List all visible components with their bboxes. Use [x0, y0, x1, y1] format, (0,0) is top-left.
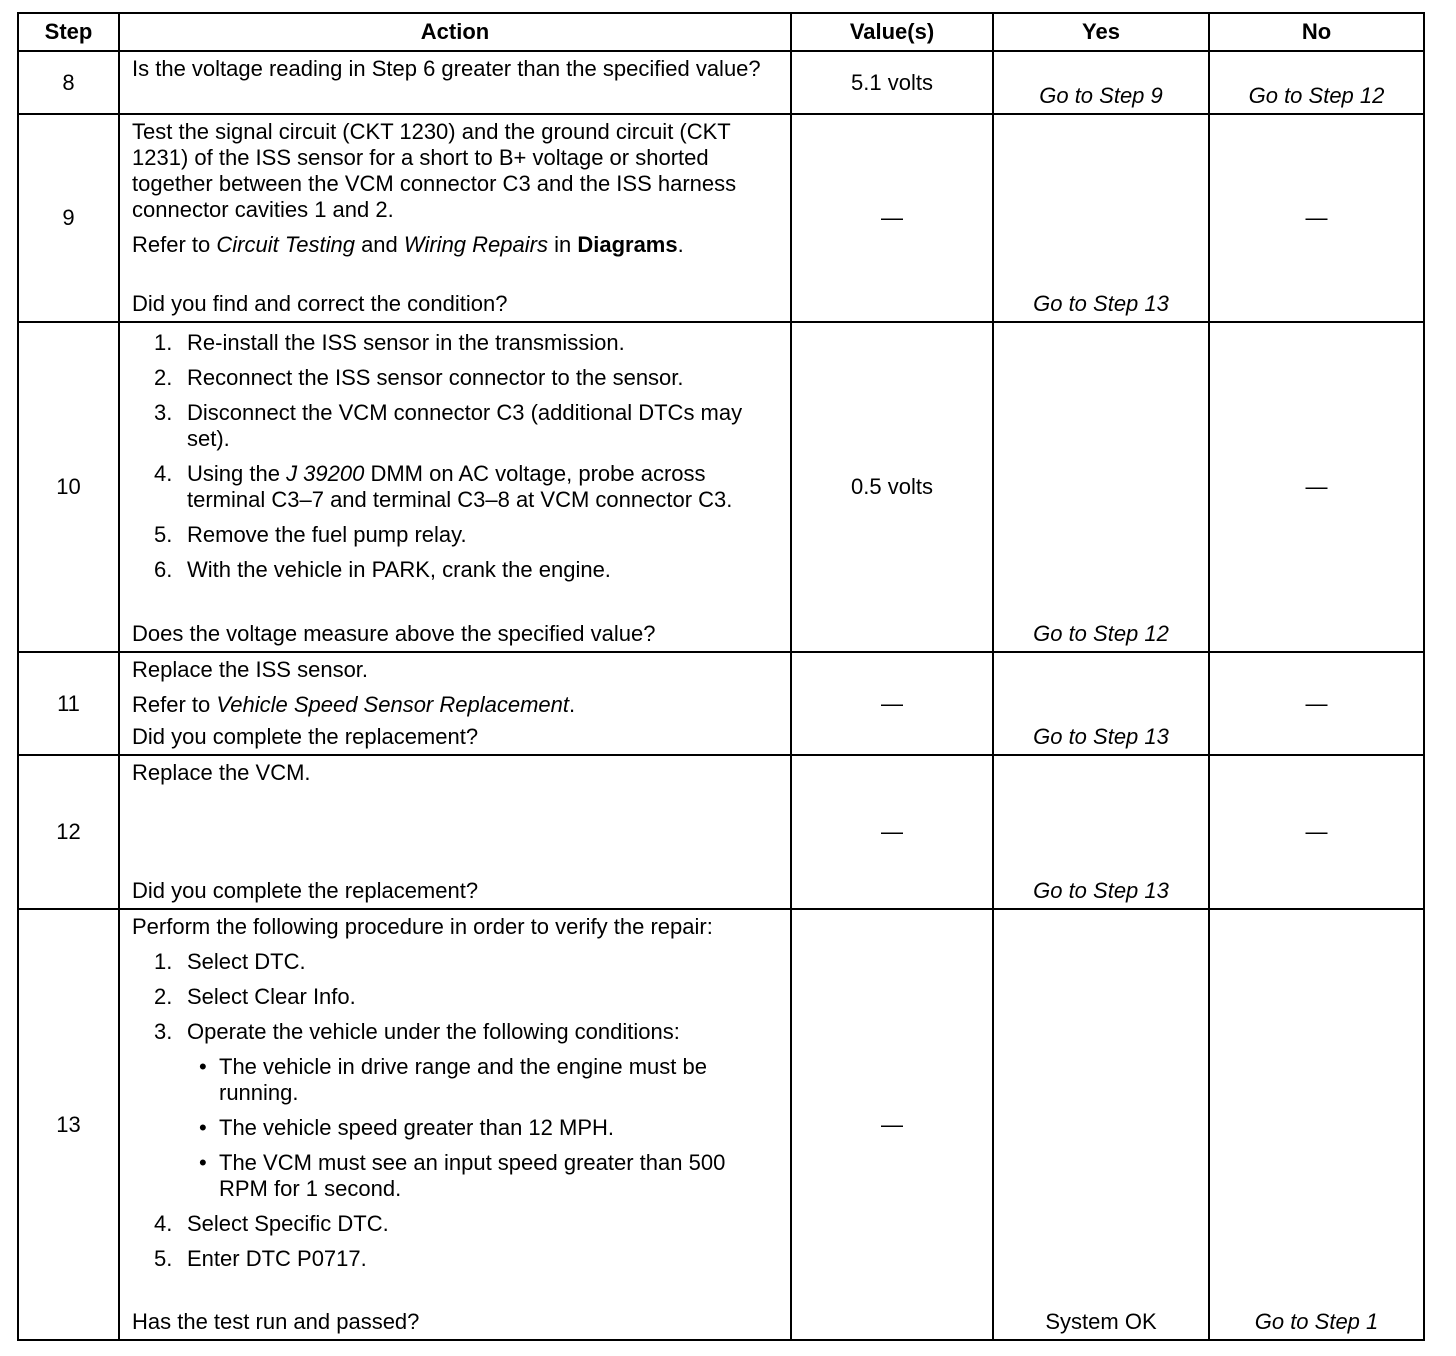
value-cell: 0.5 volts [791, 322, 993, 652]
yes-link[interactable]: Go to Step 9 [1039, 83, 1163, 108]
no-link[interactable]: Go to Step 12 [1248, 83, 1385, 108]
header-row [18, 13, 1424, 51]
value-cell: — [791, 114, 993, 322]
ref-circuit-testing[interactable]: Circuit Testing [216, 232, 355, 257]
step-number: 9 [18, 114, 119, 322]
bullet-item: • The vehicle in drive range and the engine must be running. [199, 1054, 707, 1105]
header-values: Value(s) [791, 13, 993, 51]
yes-cell [993, 51, 1209, 114]
question-text: Did you complete the replacement? [132, 878, 479, 903]
list-item: 5. Remove the fuel pump relay. [154, 522, 467, 547]
action-text: Replace the VCM. [132, 760, 311, 785]
value-cell: — [791, 909, 993, 1340]
action-cell [119, 909, 791, 1340]
action-text: Perform the following procedure in order to verify the repair: [132, 914, 713, 939]
table-row [18, 652, 1424, 755]
value-cell: — [791, 652, 993, 755]
action-cell [119, 114, 791, 322]
list-item: 1. Select DTC. [154, 949, 306, 974]
step-number: 10 [18, 322, 119, 652]
table-row [18, 114, 1424, 322]
no-cell: — [1209, 114, 1424, 322]
no-cell [1209, 909, 1424, 1340]
list-item: 2. Reconnect the ISS sensor connector to the sensor. [154, 365, 684, 390]
yes-link[interactable]: Go to Step 12 [1033, 621, 1169, 646]
no-cell: — [1209, 652, 1424, 755]
no-link[interactable]: Go to Step 1 [1254, 1309, 1379, 1334]
yes-link[interactable]: Go to Step 13 [1033, 291, 1169, 316]
action-text: Test the signal circuit (CKT 1230) and the ground circuit (CKT 1231) of the ISS sensor for a short to B+ voltage or shorted together between the VCM connector C3 and the ISS harness connector cavities 1 and 2. [132, 119, 737, 222]
header-no: No [1209, 13, 1424, 51]
action-text: Replace the ISS sensor. [132, 657, 369, 682]
table-row [18, 51, 1424, 114]
yes-link[interactable]: Go to Step 13 [1033, 878, 1169, 903]
list-item: 5. Enter DTC P0717. [154, 1246, 367, 1271]
yes-cell [993, 755, 1209, 909]
step-number: 11 [18, 652, 119, 755]
list-item: 3. Operate the vehicle under the following conditions: • The vehicle in drive range and the engine must be running. • The vehicle speed greater than 12 MPH. • The VCM must see an input speed greater than 500 RPM for 1 second. [132, 1019, 778, 1202]
question-text: Does the voltage measure above the specified value? [132, 621, 656, 646]
no-cell [1209, 51, 1424, 114]
yes-cell [993, 114, 1209, 322]
list-item: 1. Re-install the ISS sensor in the transmission. [154, 330, 625, 355]
value-cell: 5.1 volts [791, 51, 993, 114]
list-item: 2. Select Clear Info. [154, 984, 356, 1009]
header-step: Step [18, 13, 119, 51]
step-number: 12 [18, 755, 119, 909]
table-row [18, 755, 1424, 909]
bullet-item: • The vehicle speed greater than 12 MPH. [199, 1115, 615, 1140]
action-cell [119, 755, 791, 909]
ref-wiring-repairs[interactable]: Wiring Repairs [403, 232, 548, 257]
header-yes: Yes [993, 13, 1209, 51]
action-cell [119, 51, 791, 114]
yes-cell [993, 322, 1209, 652]
action-cell [119, 652, 791, 755]
yes-result: System OK [1045, 1309, 1157, 1334]
no-cell: — [1209, 755, 1424, 909]
question-text: Did you complete the replacement? [132, 724, 479, 749]
list-item: 6. With the vehicle in PARK, crank the engine. [154, 557, 611, 582]
step-number: 13 [18, 909, 119, 1340]
question-text: Has the test run and passed? [132, 1309, 420, 1334]
action-text: Is the voltage reading in Step 6 greater than the specified value? [132, 56, 761, 81]
diagnostic-table [17, 12, 1425, 1341]
bullet-item: • The VCM must see an input speed greater than 500 RPM for 1 second. [199, 1150, 726, 1201]
yes-cell [993, 652, 1209, 755]
yes-cell [993, 909, 1209, 1340]
question-text: Did you find and correct the condition? [132, 291, 508, 316]
refer-text: Refer to Vehicle Speed Sensor Replacement. [132, 692, 576, 717]
ref-vss-replacement[interactable]: Vehicle Speed Sensor Replacement [216, 692, 569, 717]
list-item: 4. Using the J 39200 DMM on AC voltage, probe across terminal C3–7 and terminal C3–8 at VCM connector C3. [154, 461, 733, 512]
refer-text: Refer to Circuit Testing and Wiring Repairs in Diagrams. [132, 232, 684, 257]
list-item: 4. Select Specific DTC. [154, 1211, 389, 1236]
table-row [18, 909, 1424, 1340]
table-row [18, 322, 1424, 652]
no-cell: — [1209, 322, 1424, 652]
value-cell: — [791, 755, 993, 909]
ref-diagrams[interactable]: Diagrams [577, 232, 678, 257]
action-cell [119, 322, 791, 652]
step-number: 8 [18, 51, 119, 114]
header-action: Action [119, 13, 791, 51]
yes-link[interactable]: Go to Step 13 [1033, 724, 1169, 749]
list-item: 3. Disconnect the VCM connector C3 (additional DTCs may set). [154, 400, 743, 451]
